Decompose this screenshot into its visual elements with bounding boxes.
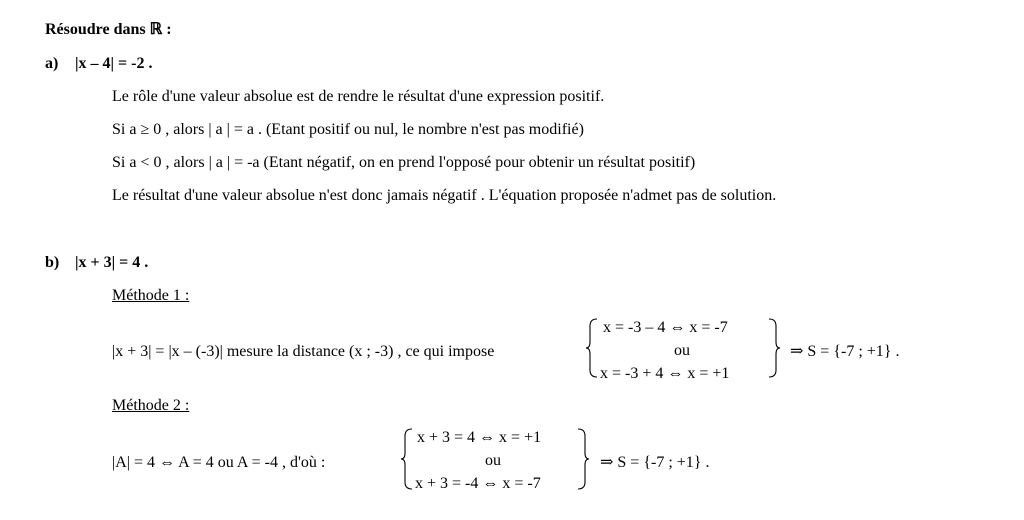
- part-a-equation: |x – 4| = -2 .: [75, 55, 153, 72]
- part-a-line-4: Le résultat d'une valeur absolue n'est donc jamais négatif . L'équation proposée n'admet pas de solution.: [112, 187, 777, 204]
- method-1-case-2: x = -3 + 4 ⇔ x = +1: [600, 365, 730, 382]
- part-b-equation: |x + 3| = 4 .: [75, 254, 149, 271]
- page-title: Résoudre dans ℝ :: [45, 21, 172, 38]
- method-1-heading: Méthode 1 :: [112, 287, 190, 304]
- method-1-statement: |x + 3| = |x – (-3)| mesure la distance (x ; -3) , ce qui impose: [112, 343, 495, 360]
- method-1-result: ⇒ S = {-7 ; +1} .: [790, 343, 900, 360]
- method-2-statement: |A| = 4 ⇔ A = 4 ou A = -4 , d'où :: [112, 454, 326, 471]
- method-1-or: ou: [674, 342, 690, 359]
- method-2-case-1: x + 3 = 4 ⇔ x = +1: [417, 429, 542, 446]
- method-2-result: ⇒ S = {-7 ; +1} .: [600, 454, 710, 471]
- method-1-case-1: x = -3 – 4 ⇔ x = -7: [603, 319, 728, 336]
- method-2-heading: Méthode 2 :: [112, 397, 190, 414]
- method-1-left-brace: [585, 318, 599, 378]
- part-a-line-2: Si a ≥ 0 , alors | a | = a . (Etant positif ou nul, le nombre n'est pas modifié): [112, 121, 584, 138]
- part-a-line-3: Si a < 0 , alors | a | = -a (Etant négatif, on en prend l'opposé pour obtenir un résultat positif): [112, 154, 696, 171]
- method-2-or: ou: [485, 452, 501, 469]
- part-a-line-1: Le rôle d'une valeur absolue est de rendre le résultat d'une expression positif.: [112, 88, 605, 105]
- method-2-case-2: x + 3 = -4 ⇔ x = -7: [415, 475, 541, 492]
- method-2-left-brace: [400, 428, 414, 490]
- part-a-label: a): [45, 55, 59, 72]
- method-1-right-brace: [767, 318, 781, 378]
- part-b-label: b): [45, 254, 60, 271]
- method-2-right-brace: [576, 428, 590, 490]
